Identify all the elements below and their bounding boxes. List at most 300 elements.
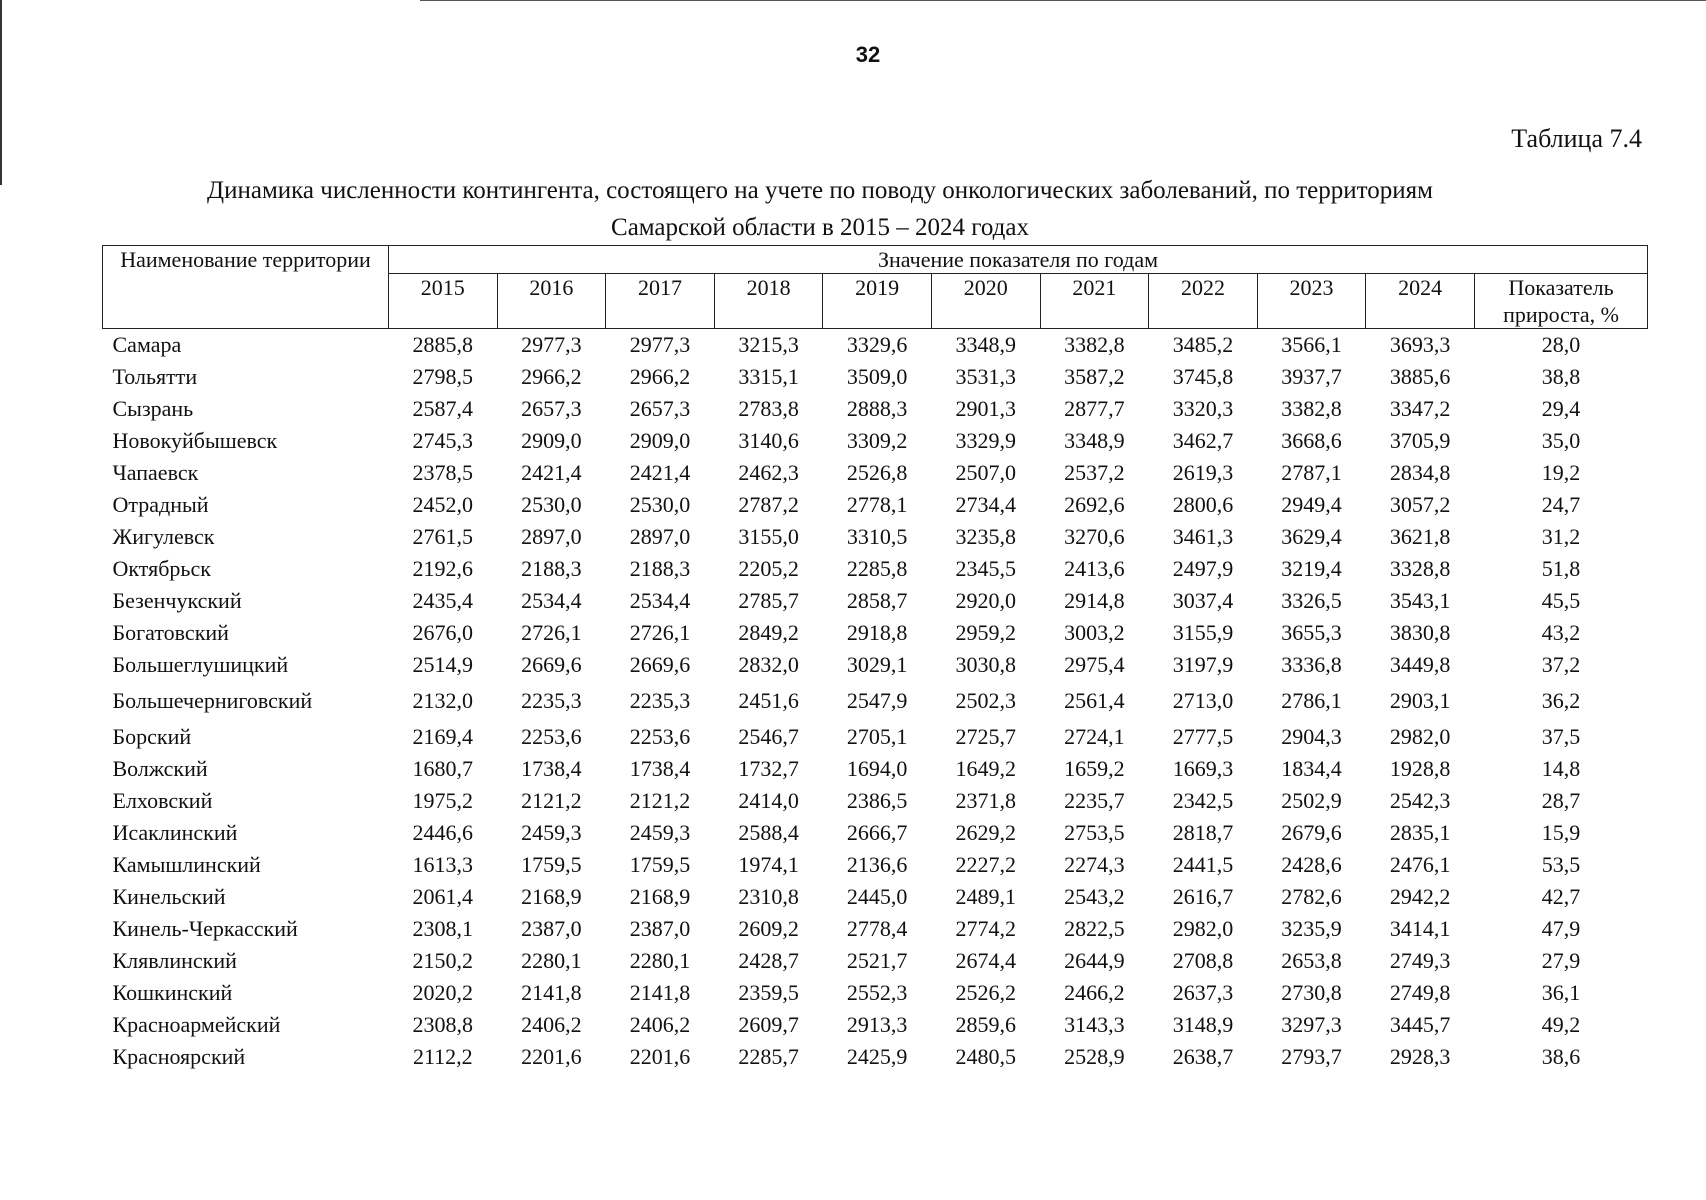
value-2017: 2387,0 bbox=[629, 916, 691, 941]
growth-value: 47,9 bbox=[1541, 916, 1581, 941]
value-2023: 3668,6 bbox=[1281, 428, 1342, 453]
value-2015: 2798,5 bbox=[412, 364, 474, 389]
growth-value: 28,0 bbox=[1541, 332, 1581, 357]
growth-value: 24,7 bbox=[1541, 492, 1581, 517]
table-row bbox=[103, 425, 1648, 457]
value-2024: 2749,3 bbox=[1389, 948, 1451, 973]
value-2018: 2785,7 bbox=[738, 588, 799, 613]
value-2019: 2547,9 bbox=[846, 688, 908, 713]
value-2015: 2308,1 bbox=[412, 916, 474, 941]
header-year-2015: 2015 bbox=[389, 274, 498, 329]
value-2023: 2502,9 bbox=[1281, 788, 1342, 813]
table-row bbox=[103, 489, 1648, 521]
value-2018: 2609,7 bbox=[738, 1012, 799, 1037]
value-2017: 2168,9 bbox=[629, 884, 691, 909]
table-row bbox=[103, 585, 1648, 617]
value-2024: 3830,8 bbox=[1389, 620, 1451, 645]
value-2018: 2310,8 bbox=[738, 884, 799, 909]
growth-value: 43,2 bbox=[1541, 620, 1581, 645]
value-2020: 3030,8 bbox=[955, 652, 1017, 677]
value-2016: 2977,3 bbox=[521, 332, 582, 357]
table-row bbox=[103, 785, 1648, 817]
value-2016: 2897,0 bbox=[521, 524, 582, 549]
value-2022: 2619,3 bbox=[1172, 460, 1234, 485]
value-2023: 3235,9 bbox=[1281, 916, 1342, 941]
value-2024: 3414,1 bbox=[1389, 916, 1451, 941]
growth-value: 38,6 bbox=[1541, 1044, 1581, 1069]
value-2021: 2753,5 bbox=[1064, 820, 1125, 845]
value-2017: 2141,8 bbox=[629, 980, 691, 1005]
value-2018: 3315,1 bbox=[738, 364, 799, 389]
header-growth: Показатель прироста, % bbox=[1475, 274, 1648, 329]
value-2017: 2966,2 bbox=[629, 364, 691, 389]
growth-value: 28,7 bbox=[1541, 788, 1581, 813]
value-2021: 2561,4 bbox=[1064, 688, 1125, 713]
value-2023: 3937,7 bbox=[1281, 364, 1342, 389]
value-2022: 2777,5 bbox=[1172, 724, 1234, 749]
territory-name: Красноярский bbox=[112, 1044, 246, 1069]
value-2023: 3219,4 bbox=[1281, 556, 1342, 581]
value-2016: 2459,3 bbox=[521, 820, 582, 845]
value-2022: 2497,9 bbox=[1172, 556, 1234, 581]
value-2015: 2112,2 bbox=[412, 1044, 473, 1069]
value-2015: 2061,4 bbox=[412, 884, 474, 909]
growth-value: 36,1 bbox=[1541, 980, 1581, 1005]
value-2018: 1732,7 bbox=[738, 756, 799, 781]
header-year-2016: 2016 bbox=[497, 274, 606, 329]
value-2015: 2676,0 bbox=[412, 620, 474, 645]
value-2021: 2537,2 bbox=[1064, 460, 1125, 485]
value-2024: 2942,2 bbox=[1389, 884, 1451, 909]
value-2017: 2421,4 bbox=[629, 460, 691, 485]
value-2017: 2235,3 bbox=[629, 688, 691, 713]
table-row bbox=[103, 329, 1648, 362]
header-year-2017: 2017 bbox=[606, 274, 715, 329]
value-2023: 2787,1 bbox=[1281, 460, 1342, 485]
growth-value: 35,0 bbox=[1541, 428, 1581, 453]
value-2021: 2975,4 bbox=[1064, 652, 1125, 677]
value-2019: 2521,7 bbox=[846, 948, 908, 973]
value-2016: 2280,1 bbox=[521, 948, 582, 973]
territory-name: Отрадный bbox=[112, 492, 209, 517]
value-2024: 3347,2 bbox=[1389, 396, 1451, 421]
value-2016: 1759,5 bbox=[521, 852, 582, 877]
value-2019: 3509,0 bbox=[846, 364, 908, 389]
value-2019: 2858,7 bbox=[846, 588, 908, 613]
value-2023: 2428,6 bbox=[1281, 852, 1342, 877]
territory-name: Большеглушицкий bbox=[112, 652, 289, 677]
table-row bbox=[103, 817, 1648, 849]
territory-name: Борский bbox=[112, 724, 192, 749]
value-2015: 2745,3 bbox=[412, 428, 474, 453]
value-2020: 2959,2 bbox=[955, 620, 1017, 645]
growth-value: 36,2 bbox=[1541, 688, 1581, 713]
value-2019: 2526,8 bbox=[846, 460, 908, 485]
value-2017: 2726,1 bbox=[629, 620, 691, 645]
value-2015: 1680,7 bbox=[412, 756, 474, 781]
value-2021: 2644,9 bbox=[1064, 948, 1125, 973]
value-2020: 3329,9 bbox=[955, 428, 1017, 453]
value-2017: 2977,3 bbox=[629, 332, 691, 357]
value-2019: 2918,8 bbox=[846, 620, 908, 645]
value-2021: 2914,8 bbox=[1064, 588, 1125, 613]
growth-value: 51,8 bbox=[1541, 556, 1581, 581]
value-2017: 2253,6 bbox=[629, 724, 691, 749]
value-2015: 2020,2 bbox=[412, 980, 474, 1005]
value-2021: 3143,3 bbox=[1064, 1012, 1125, 1037]
value-2016: 2909,0 bbox=[521, 428, 582, 453]
value-2024: 2982,0 bbox=[1389, 724, 1451, 749]
value-2019: 3310,5 bbox=[846, 524, 908, 549]
value-2015: 2132,0 bbox=[412, 688, 474, 713]
table-row bbox=[103, 913, 1648, 945]
value-2015: 2446,6 bbox=[412, 820, 474, 845]
table-row bbox=[103, 1009, 1648, 1041]
value-2020: 2345,5 bbox=[955, 556, 1017, 581]
value-2022: 3745,8 bbox=[1172, 364, 1234, 389]
value-2020: 2371,8 bbox=[955, 788, 1017, 813]
value-2016: 2421,4 bbox=[521, 460, 582, 485]
table-row bbox=[103, 945, 1648, 977]
value-2015: 2885,8 bbox=[412, 332, 474, 357]
value-2022: 3037,4 bbox=[1172, 588, 1234, 613]
value-2019: 2778,1 bbox=[846, 492, 908, 517]
value-2023: 2730,8 bbox=[1281, 980, 1342, 1005]
value-2016: 2669,6 bbox=[521, 652, 582, 677]
value-2017: 2897,0 bbox=[629, 524, 691, 549]
value-2023: 3629,4 bbox=[1281, 524, 1342, 549]
value-2018: 2787,2 bbox=[738, 492, 799, 517]
value-2023: 3655,3 bbox=[1281, 620, 1342, 645]
value-2024: 3445,7 bbox=[1389, 1012, 1451, 1037]
value-2019: 3029,1 bbox=[846, 652, 908, 677]
value-2015: 2761,5 bbox=[412, 524, 474, 549]
growth-value: 19,2 bbox=[1541, 460, 1581, 485]
growth-value: 15,9 bbox=[1541, 820, 1581, 845]
header-year-2024: 2024 bbox=[1366, 274, 1475, 329]
value-2023: 2782,6 bbox=[1281, 884, 1342, 909]
table-row bbox=[103, 521, 1648, 553]
table-row bbox=[103, 1041, 1648, 1073]
table-row bbox=[103, 649, 1648, 681]
value-2019: 2913,3 bbox=[846, 1012, 908, 1037]
value-2018: 2462,3 bbox=[738, 460, 799, 485]
value-2017: 2188,3 bbox=[629, 556, 691, 581]
value-2019: 3329,6 bbox=[846, 332, 908, 357]
value-2020: 2734,4 bbox=[955, 492, 1017, 517]
value-2024: 3885,6 bbox=[1389, 364, 1451, 389]
value-2017: 2459,3 bbox=[629, 820, 691, 845]
value-2019: 2666,7 bbox=[846, 820, 908, 845]
header-territory: Наименование территории bbox=[103, 246, 389, 329]
value-2024: 2542,3 bbox=[1389, 788, 1451, 813]
growth-value: 14,8 bbox=[1541, 756, 1581, 781]
value-2019: 3309,2 bbox=[846, 428, 908, 453]
value-2023: 3336,8 bbox=[1281, 652, 1342, 677]
value-2021: 2724,1 bbox=[1064, 724, 1125, 749]
value-2016: 2141,8 bbox=[521, 980, 582, 1005]
value-2020: 2725,7 bbox=[955, 724, 1017, 749]
value-2023: 3297,3 bbox=[1281, 1012, 1342, 1037]
value-2019: 2888,3 bbox=[846, 396, 908, 421]
table-header bbox=[103, 246, 1648, 329]
territory-name: Большечерниговский bbox=[112, 688, 313, 713]
table-row bbox=[103, 457, 1648, 489]
value-2021: 2274,3 bbox=[1064, 852, 1125, 877]
value-2020: 2526,2 bbox=[955, 980, 1017, 1005]
value-2020: 2480,5 bbox=[955, 1044, 1017, 1069]
value-2023: 3326,5 bbox=[1281, 588, 1342, 613]
value-2015: 2169,4 bbox=[412, 724, 474, 749]
value-2024: 3328,8 bbox=[1389, 556, 1451, 581]
value-2015: 2150,2 bbox=[412, 948, 474, 973]
growth-value: 37,2 bbox=[1541, 652, 1581, 677]
table-row bbox=[103, 977, 1648, 1009]
value-2020: 2629,2 bbox=[955, 820, 1017, 845]
value-2020: 2859,6 bbox=[955, 1012, 1017, 1037]
value-2016: 2168,9 bbox=[521, 884, 582, 909]
territory-name: Чапаевск bbox=[112, 460, 199, 485]
value-2015: 2308,8 bbox=[412, 1012, 474, 1037]
value-2021: 2692,6 bbox=[1064, 492, 1125, 517]
value-2018: 2451,6 bbox=[738, 688, 799, 713]
value-2020: 2489,1 bbox=[955, 884, 1017, 909]
value-2018: 2783,8 bbox=[738, 396, 799, 421]
value-2017: 2530,0 bbox=[629, 492, 691, 517]
value-2020: 3235,8 bbox=[955, 524, 1017, 549]
territory-name: Безенчукский bbox=[112, 588, 242, 613]
value-2022: 2982,0 bbox=[1172, 916, 1234, 941]
value-2021: 3382,8 bbox=[1064, 332, 1125, 357]
growth-value: 45,5 bbox=[1541, 588, 1581, 613]
value-2021: 1659,2 bbox=[1064, 756, 1125, 781]
growth-value: 37,5 bbox=[1541, 724, 1581, 749]
value-2015: 1975,2 bbox=[412, 788, 474, 813]
value-2015: 2452,0 bbox=[412, 492, 474, 517]
value-2019: 2285,8 bbox=[846, 556, 908, 581]
territory-name: Кинельский bbox=[112, 884, 226, 909]
value-2016: 2530,0 bbox=[521, 492, 582, 517]
value-2018: 3215,3 bbox=[738, 332, 799, 357]
value-2018: 2546,7 bbox=[738, 724, 799, 749]
value-2019: 2136,6 bbox=[846, 852, 908, 877]
value-2022: 3462,7 bbox=[1172, 428, 1234, 453]
data-table bbox=[102, 245, 1648, 1073]
header-year-2019: 2019 bbox=[823, 274, 932, 329]
value-2024: 2749,8 bbox=[1389, 980, 1451, 1005]
value-2023: 2786,1 bbox=[1281, 688, 1342, 713]
value-2023: 3382,8 bbox=[1281, 396, 1342, 421]
table-row bbox=[103, 881, 1648, 913]
value-2022: 3320,3 bbox=[1172, 396, 1234, 421]
growth-value: 49,2 bbox=[1541, 1012, 1581, 1037]
table-row bbox=[103, 753, 1648, 785]
value-2021: 2543,2 bbox=[1064, 884, 1125, 909]
value-2017: 1759,5 bbox=[629, 852, 691, 877]
table-row bbox=[103, 721, 1648, 753]
header-row-group bbox=[103, 246, 1648, 274]
table-body bbox=[103, 329, 1648, 1074]
header-year-2021: 2021 bbox=[1040, 274, 1149, 329]
value-2024: 1928,8 bbox=[1389, 756, 1451, 781]
value-2024: 3057,2 bbox=[1389, 492, 1451, 517]
value-2022: 2638,7 bbox=[1172, 1044, 1234, 1069]
value-2021: 2466,2 bbox=[1064, 980, 1125, 1005]
value-2020: 2920,0 bbox=[955, 588, 1017, 613]
value-2016: 2657,3 bbox=[521, 396, 582, 421]
value-2019: 2552,3 bbox=[846, 980, 908, 1005]
growth-value: 53,5 bbox=[1541, 852, 1581, 877]
table-row bbox=[103, 361, 1648, 393]
territory-name: Новокуйбышевск bbox=[112, 428, 278, 453]
value-2019: 1694,0 bbox=[846, 756, 908, 781]
value-2020: 3531,3 bbox=[955, 364, 1017, 389]
value-2024: 3449,8 bbox=[1389, 652, 1451, 677]
value-2016: 2188,3 bbox=[521, 556, 582, 581]
value-2022: 2818,7 bbox=[1172, 820, 1234, 845]
value-2021: 2877,7 bbox=[1064, 396, 1125, 421]
value-2015: 1613,3 bbox=[412, 852, 474, 877]
value-2021: 2528,9 bbox=[1064, 1044, 1125, 1069]
territory-name: Кошкинский bbox=[112, 980, 233, 1005]
value-2016: 2121,2 bbox=[521, 788, 582, 813]
territory-name: Сызрань bbox=[112, 396, 194, 421]
value-2022: 1669,3 bbox=[1172, 756, 1234, 781]
value-2023: 1834,4 bbox=[1281, 756, 1342, 781]
value-2016: 2253,6 bbox=[521, 724, 582, 749]
value-2018: 2832,0 bbox=[738, 652, 799, 677]
territory-name: Кинель-Черкасский bbox=[112, 916, 298, 941]
value-2022: 3148,9 bbox=[1172, 1012, 1234, 1037]
value-2018: 2414,0 bbox=[738, 788, 799, 813]
scan-edge-top bbox=[420, 0, 1706, 1]
value-2020: 1649,2 bbox=[955, 756, 1017, 781]
value-2016: 2726,1 bbox=[521, 620, 582, 645]
value-2024: 2834,8 bbox=[1389, 460, 1451, 485]
value-2024: 3705,9 bbox=[1389, 428, 1451, 453]
value-2022: 3155,9 bbox=[1172, 620, 1234, 645]
value-2015: 2514,9 bbox=[412, 652, 474, 677]
table-row bbox=[103, 681, 1648, 721]
territory-name: Самара bbox=[112, 332, 182, 357]
value-2018: 2205,2 bbox=[738, 556, 799, 581]
value-2021: 2235,7 bbox=[1064, 788, 1125, 813]
value-2016: 2235,3 bbox=[521, 688, 582, 713]
territory-name: Жигулевск bbox=[112, 524, 215, 549]
value-2019: 2778,4 bbox=[846, 916, 908, 941]
value-2023: 3566,1 bbox=[1281, 332, 1342, 357]
value-2022: 2441,5 bbox=[1172, 852, 1234, 877]
header-year-2020: 2020 bbox=[931, 274, 1040, 329]
value-2021: 3003,2 bbox=[1064, 620, 1125, 645]
value-2019: 2386,5 bbox=[846, 788, 908, 813]
table-title: Динамика численности контингента, состоящего на учете по поводу онкологических заболеваний, по территориям Самарской области в 2015 – 2024 годах bbox=[207, 177, 1433, 241]
value-2020: 3348,9 bbox=[955, 332, 1017, 357]
scan-edge-left bbox=[0, 0, 2, 185]
value-2015: 2192,6 bbox=[412, 556, 474, 581]
value-2019: 2705,1 bbox=[846, 724, 908, 749]
value-2021: 3348,9 bbox=[1064, 428, 1125, 453]
value-2018: 2285,7 bbox=[738, 1044, 799, 1069]
value-2016: 1738,4 bbox=[521, 756, 582, 781]
value-2016: 2966,2 bbox=[521, 364, 582, 389]
value-2019: 2425,9 bbox=[846, 1044, 908, 1069]
value-2023: 2653,8 bbox=[1281, 948, 1342, 973]
value-2017: 2669,6 bbox=[629, 652, 691, 677]
value-2016: 2406,2 bbox=[521, 1012, 582, 1037]
value-2024: 2476,1 bbox=[1389, 852, 1451, 877]
value-2016: 2534,4 bbox=[521, 588, 582, 613]
growth-value: 29,4 bbox=[1541, 396, 1581, 421]
territory-name: Богатовский bbox=[112, 620, 229, 645]
header-year-2018: 2018 bbox=[714, 274, 823, 329]
growth-value: 27,9 bbox=[1541, 948, 1581, 973]
value-2017: 2121,2 bbox=[629, 788, 691, 813]
growth-value: 31,2 bbox=[1541, 524, 1581, 549]
value-2020: 2502,3 bbox=[955, 688, 1017, 713]
value-2022: 3197,9 bbox=[1172, 652, 1234, 677]
value-2017: 1738,4 bbox=[629, 756, 691, 781]
value-2024: 2903,1 bbox=[1389, 688, 1451, 713]
value-2015: 2587,4 bbox=[412, 396, 474, 421]
table-row bbox=[103, 849, 1648, 881]
value-2020: 2674,4 bbox=[955, 948, 1017, 973]
growth-value: 38,8 bbox=[1541, 364, 1581, 389]
value-2023: 2949,4 bbox=[1281, 492, 1342, 517]
territory-name: Елховский bbox=[112, 788, 213, 813]
value-2024: 3543,1 bbox=[1389, 588, 1451, 613]
value-2017: 2280,1 bbox=[629, 948, 691, 973]
value-2024: 3693,3 bbox=[1389, 332, 1451, 357]
value-2022: 3485,2 bbox=[1172, 332, 1234, 357]
value-2022: 3461,3 bbox=[1172, 524, 1234, 549]
value-2018: 2849,2 bbox=[738, 620, 799, 645]
value-2017: 2406,2 bbox=[629, 1012, 691, 1037]
table-row bbox=[103, 393, 1648, 425]
value-2022: 2713,0 bbox=[1172, 688, 1234, 713]
value-2023: 2679,6 bbox=[1281, 820, 1342, 845]
value-2021: 2413,6 bbox=[1064, 556, 1125, 581]
value-2017: 2909,0 bbox=[629, 428, 691, 453]
value-2020: 2901,3 bbox=[955, 396, 1017, 421]
value-2022: 2708,8 bbox=[1172, 948, 1234, 973]
page-number: 32 bbox=[855, 42, 881, 67]
value-2023: 2793,7 bbox=[1281, 1044, 1342, 1069]
value-2018: 3140,6 bbox=[738, 428, 799, 453]
territory-name: Октябрьск bbox=[112, 556, 211, 581]
value-2017: 2534,4 bbox=[629, 588, 691, 613]
territory-name: Волжский bbox=[112, 756, 208, 781]
table-row bbox=[103, 553, 1648, 585]
value-2021: 3270,6 bbox=[1064, 524, 1125, 549]
value-2016: 2387,0 bbox=[521, 916, 582, 941]
value-2017: 2657,3 bbox=[629, 396, 691, 421]
value-2015: 2435,4 bbox=[412, 588, 474, 613]
territory-name: Красноармейский bbox=[112, 1012, 281, 1037]
value-2022: 2637,3 bbox=[1172, 980, 1234, 1005]
value-2018: 1974,1 bbox=[738, 852, 799, 877]
value-2018: 2428,7 bbox=[738, 948, 799, 973]
value-2022: 2342,5 bbox=[1172, 788, 1234, 813]
territory-name: Камышлинский bbox=[112, 852, 261, 877]
value-2015: 2378,5 bbox=[412, 460, 474, 485]
value-2018: 3155,0 bbox=[738, 524, 799, 549]
value-2017: 2201,6 bbox=[629, 1044, 691, 1069]
value-2023: 2904,3 bbox=[1281, 724, 1342, 749]
header-year-2022: 2022 bbox=[1149, 274, 1258, 329]
value-2024: 2928,3 bbox=[1389, 1044, 1451, 1069]
value-2020: 2227,2 bbox=[955, 852, 1017, 877]
